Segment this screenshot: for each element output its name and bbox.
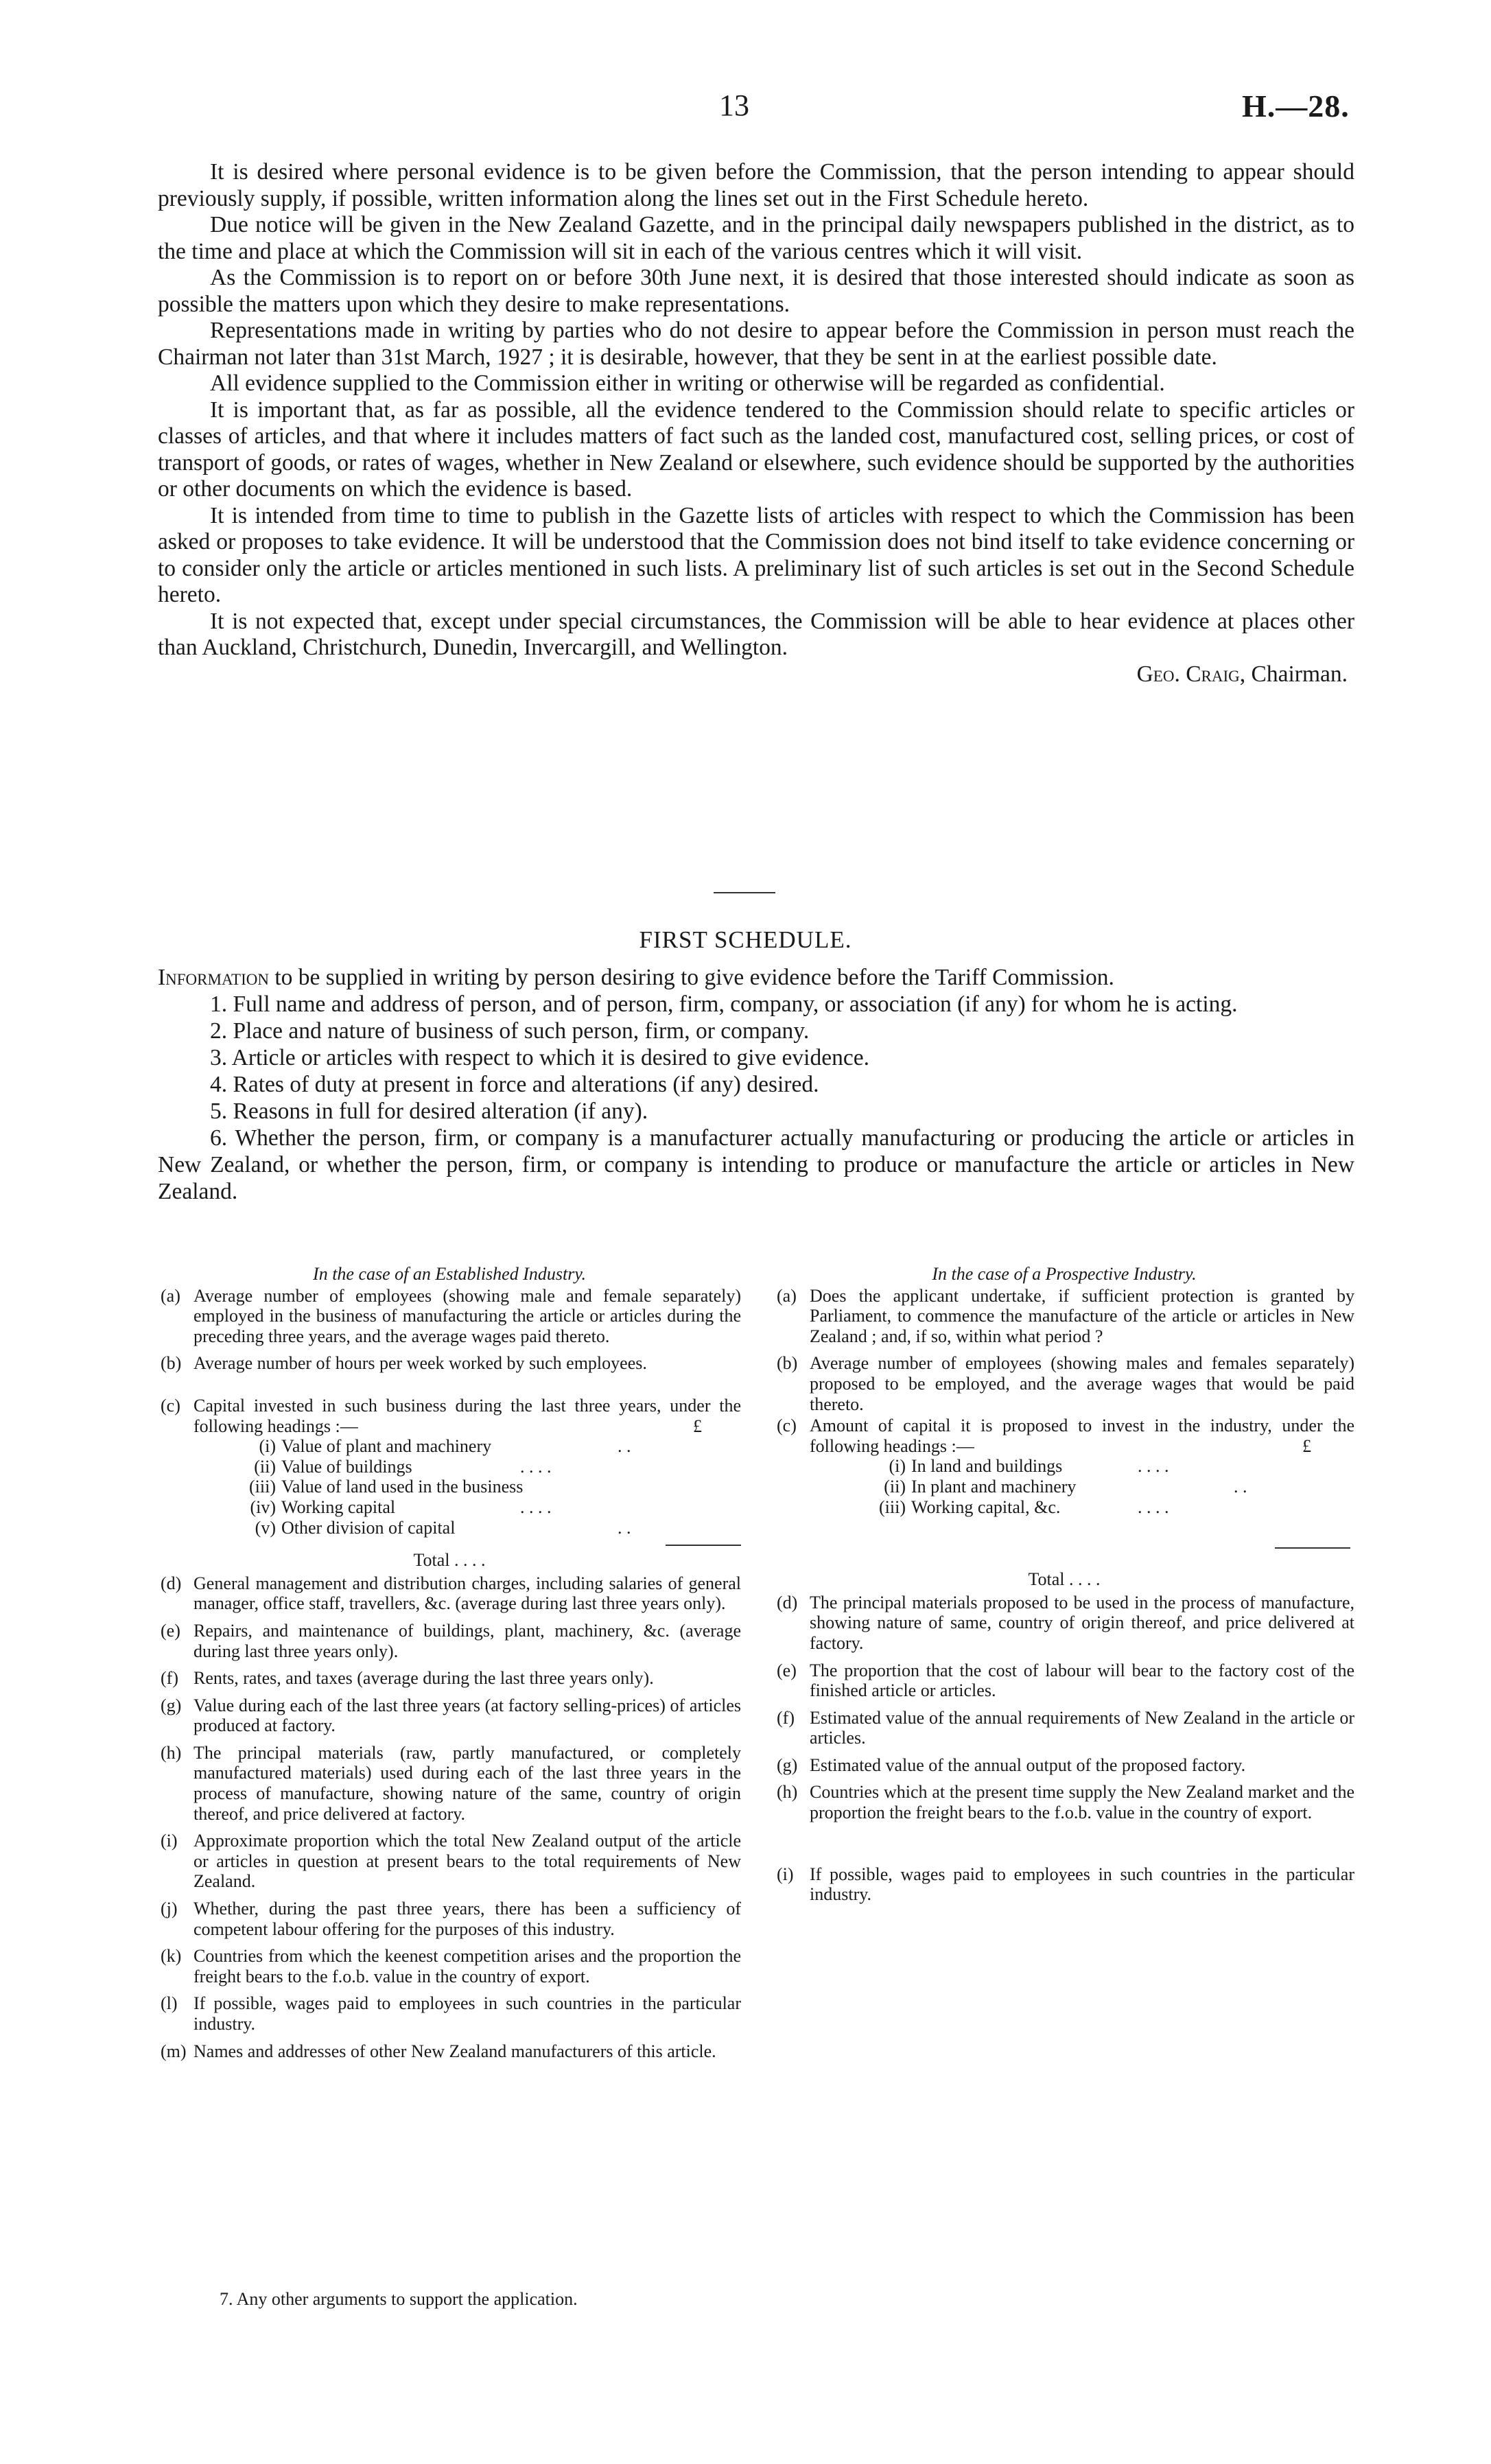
total-line: Total . . . .: [1028, 1569, 1101, 1590]
numbered-item: 1. Full name and address of person, and of person, firm, company, or association (if any) for whom he is acting.: [210, 992, 1238, 1017]
subitem: [870, 1497, 1354, 1518]
item-text: Rents, rates, and taxes (average during the last three years only).: [193, 1668, 654, 1689]
item-text: Approximate proportion which the total New Zealand output of the article or articles in question at present bears to the total requirements of New Zealand.: [193, 1831, 741, 1892]
item-label: (b): [777, 1353, 798, 1374]
subitem-number: (ii): [254, 1456, 276, 1477]
numbered-item-7: 7. Any other arguments to support the application.: [220, 2289, 578, 2309]
item-label: (f): [161, 1668, 178, 1689]
capital-subitems: [870, 1456, 1354, 1517]
list-item: [158, 1396, 741, 1436]
subitem: [870, 1456, 1354, 1477]
paragraph: All evidence supplied to the Commission either in writing or otherwise will be regarded as confidential.: [210, 371, 1165, 396]
item-label: (i): [777, 1864, 794, 1884]
schedule-title: FIRST SCHEDULE.: [639, 926, 852, 953]
item-text: Whether, during the past three years, there has been a sufficiency of competent labour offering for the purposes of this industry.: [193, 1899, 741, 1939]
paragraph: It is desired where personal evidence is to be given before the Commission, that the person intending to appear should previously supply, if possible, written information along the lines set out in the First Schedule hereto.: [158, 159, 1354, 211]
list-item: [158, 1946, 741, 1986]
subitem: [870, 1477, 1354, 1497]
list-item: [158, 1696, 741, 1736]
item-label: (d): [161, 1573, 182, 1593]
subitem-number: (iv): [250, 1497, 276, 1517]
item-text: Does the applicant undertake, if sufficient protection is granted by Parliament, to commence the manufacture of the article or articles in New Zealand ; and, if so, within what period ?: [810, 1285, 1354, 1346]
leader-dots: . .: [1234, 1476, 1247, 1497]
numbered-item: 5. Reasons in full for desired alteration (if any).: [210, 1099, 648, 1124]
list-item: [158, 1668, 741, 1689]
list-item: [158, 1286, 741, 1347]
intro-text: to be supplied in writing by person desiring to give evidence before the Tariff Commission.: [274, 965, 1114, 990]
subitem: [240, 1518, 741, 1538]
item-text: Average number of hours per week worked by such employees.: [193, 1353, 647, 1374]
total-rule: [1275, 1547, 1350, 1549]
item-label: (g): [777, 1755, 798, 1775]
subitem-text: Value of land used in the business: [281, 1477, 524, 1497]
total-rule-wrap: [774, 1517, 1354, 1558]
list-item: [774, 1782, 1354, 1822]
item-label: (e): [777, 1660, 797, 1680]
list-item: [158, 1353, 741, 1374]
list-item: [774, 1416, 1354, 1456]
document-reference: H.—28.: [1242, 89, 1350, 124]
subitem-number: (v): [255, 1517, 276, 1538]
item-label: (j): [161, 1899, 178, 1919]
total-rule: [666, 1545, 741, 1546]
numbered-item: 4. Rates of duty at present in force and alterations (if any) desired.: [210, 1072, 819, 1097]
subitem-text: Value of buildings: [281, 1456, 412, 1477]
prospective-industry-column: [774, 1264, 1354, 1912]
signature-name: Geo. Craig: [1136, 661, 1240, 687]
item-label: (a): [777, 1285, 797, 1306]
subitem-number: (iii): [249, 1477, 276, 1497]
section-divider: [714, 892, 775, 893]
list-item: [158, 1573, 741, 1614]
leader-dots: . .: [618, 1436, 631, 1457]
item-text: The principal materials proposed to be used in the process of manufacture, showing nature of same, country of origin thereof, and price delivered at factory.: [810, 1592, 1354, 1653]
subitem-text: Other division of capital: [281, 1517, 456, 1538]
list-item: [158, 1621, 741, 1661]
item-label: (d): [777, 1592, 798, 1612]
column-heading: In the case of an Established Industry.: [313, 1264, 586, 1284]
list-item: [774, 1593, 1354, 1654]
item-label: (k): [161, 1946, 182, 1967]
total-rule-wrap: [158, 1538, 741, 1539]
item-text: Names and addresses of other New Zealand manufacturers of this article.: [193, 2041, 716, 2061]
list-item: [774, 1353, 1354, 1414]
list-item: [774, 1755, 1354, 1776]
paragraph: Due notice will be given in the New Zealand Gazette, and in the principal daily newspapers published in the district, as to the time and place at which the Commission will sit in each of the various centres which it will visit.: [158, 212, 1354, 264]
list-item: [774, 1286, 1354, 1347]
leader-dots: . . . .: [520, 1456, 552, 1477]
subitem-number: (iii): [879, 1497, 906, 1517]
item-label: (g): [161, 1695, 182, 1715]
subitem: [240, 1477, 741, 1497]
signature-title: Chairman.: [1251, 661, 1348, 687]
item-text: Repairs, and maintenance of buildings, plant, machinery, &c. (average during last three years only).: [193, 1620, 741, 1661]
item-label: (i): [161, 1831, 178, 1851]
list-item: [774, 1864, 1354, 1905]
subitem: [240, 1436, 741, 1457]
leader-dots: . . . .: [1138, 1497, 1169, 1517]
item-label: (e): [161, 1620, 180, 1641]
subitem-number: (i): [889, 1456, 906, 1477]
item-label: (a): [161, 1285, 180, 1306]
subitem-text: In land and buildings: [911, 1456, 1063, 1477]
list-item: [158, 1743, 741, 1824]
pound-symbol: £: [693, 1416, 702, 1436]
numbered-item: 2. Place and nature of business of such person, firm, or company.: [210, 1018, 810, 1044]
item-label: (f): [777, 1707, 795, 1728]
list-item: [158, 1993, 741, 2034]
subitem-text: Working capital, &c.: [911, 1497, 1061, 1517]
list-item: [158, 1899, 741, 1939]
numbered-item: 6. Whether the person, firm, or company is a manufacturer actually manufacturing or producing the article or articles in New Zealand, or whether the person, firm, or company is intending to produce or manufacture the article or articles in New Zealand.: [158, 1125, 1354, 1204]
column-heading: In the case of a Prospective Industry.: [932, 1264, 1197, 1284]
item-text: Value during each of the last three years (at factory selling-prices) of articles produced at factory.: [193, 1695, 741, 1736]
numbered-item: 3. Article or articles with respect to which it is desired to give evidence.: [210, 1045, 869, 1070]
item-text: General management and distribution charges, including salaries of general manager, office staff, travellers, &c. (average during last three years only).: [193, 1573, 741, 1614]
item-text: Estimated value of the annual output of the proposed factory.: [810, 1755, 1246, 1775]
paragraph: It is not expected that, except under special circumstances, the Commission will be able to hear evidence at places other than Auckland, Christchurch, Dunedin, Invercargill, and Wellington.: [158, 608, 1354, 660]
subitem-text: Working capital: [281, 1497, 396, 1517]
capital-subitems: [240, 1436, 741, 1538]
item-label: (l): [161, 1993, 178, 2014]
intro-lead: Information: [158, 965, 269, 990]
item-text: If possible, wages paid to employees in such countries in the particular industry.: [810, 1864, 1354, 1905]
list-item: [158, 2041, 741, 2062]
item-label: (c): [161, 1395, 180, 1416]
paragraph: As the Commission is to report on or before 30th June next, it is desired that those interested should indicate as soon as possible the matters upon which they desire to make representations.: [158, 265, 1354, 317]
item-text: Countries which at the present time supply the New Zealand market and the proportion the freight bears to the f.o.b. value in the country of export.: [810, 1782, 1354, 1823]
subitem-number: (ii): [884, 1476, 906, 1497]
total-line: Total . . . .: [413, 1550, 486, 1571]
list-item: [774, 1661, 1354, 1701]
item-text: Countries from which the keenest competition arises and the proportion the freight bears to the f.o.b. value in the country of export.: [193, 1946, 741, 1986]
subitem-text: In plant and machinery: [911, 1476, 1077, 1497]
leader-dots: . . . .: [1138, 1456, 1169, 1477]
item-text: Average number of employees (showing male and female separately) employed in the business of manufacturing the article or articles during the preceding three years, and the average wages paid thereto.: [193, 1285, 741, 1346]
list-item: [158, 1831, 741, 1892]
item-text: If possible, wages paid to employees in such countries in the particular industry.: [193, 1993, 741, 2034]
leader-dots: . .: [618, 1517, 631, 1538]
intro-line: [158, 964, 1354, 991]
subitem-text: Value of plant and machinery: [281, 1436, 492, 1457]
established-industry-column: [158, 1264, 741, 2068]
item-label: (h): [161, 1742, 182, 1763]
subitem: [240, 1457, 741, 1477]
item-text: Average number of employees (showing males and females separately) proposed to be employed, and the average wages that would be paid thereto.: [810, 1353, 1354, 1414]
item-label: (h): [777, 1782, 798, 1803]
item-label: (m): [161, 2041, 187, 2061]
item-label: (b): [161, 1353, 182, 1374]
subitem-number: (i): [259, 1436, 276, 1457]
commission-notice: [158, 159, 1354, 688]
item-text: Estimated value of the annual requirements of New Zealand in the article or articles.: [810, 1707, 1354, 1748]
schedule-intro: [158, 964, 1354, 1205]
item-text: Amount of capital it is proposed to invest in the industry, under the following headings :—: [810, 1416, 1354, 1456]
paragraph: It is important that, as far as possible, all the evidence tendered to the Commission should relate to specific articles or classes of articles, and that where it includes matters of fact such as the landed cost, manufactured cost, selling prices, or cost of transport of goods, or rates of wages, whether in New Zealand or elsewhere, such evidence should be supported by the authorities or other documents on which the evidence is based.: [158, 397, 1354, 502]
paragraph: Representations made in writing by parties who do not desire to appear before the Commission in person must reach the Chairman not later than 31st March, 1927 ; it is desirable, however, that they be sent in at the earliest possible date.: [158, 318, 1354, 370]
item-text: The principal materials (raw, partly manufactured, or completely manufactured materials) used during each of the last three years in the process of manufacture, showing nature of the same, country of origin thereof, and price delivered at factory.: [193, 1742, 741, 1824]
pound-symbol: £: [1302, 1435, 1311, 1456]
page-number: 13: [719, 89, 749, 122]
paragraph: It is intended from time to time to publish in the Gazette lists of articles with respect to which the Commission has been asked or proposes to take evidence. It will be understood that the Commission does not bind itself to take evidence concerning or to consider only the article or articles mentioned in such lists. A preliminary list of such articles is set out in the Second Schedule hereto.: [158, 502, 1354, 607]
subitem: [240, 1497, 741, 1518]
leader-dots: . . . .: [520, 1497, 552, 1517]
item-text: The proportion that the cost of labour will bear to the factory cost of the finished article or articles.: [810, 1660, 1354, 1701]
item-text: Capital invested in such business during the last three years, under the following headings :—: [193, 1395, 741, 1436]
list-item: [774, 1708, 1354, 1748]
item-label: (c): [777, 1416, 797, 1436]
signature: Geo. Craig, Chairman.: [1136, 661, 1348, 687]
